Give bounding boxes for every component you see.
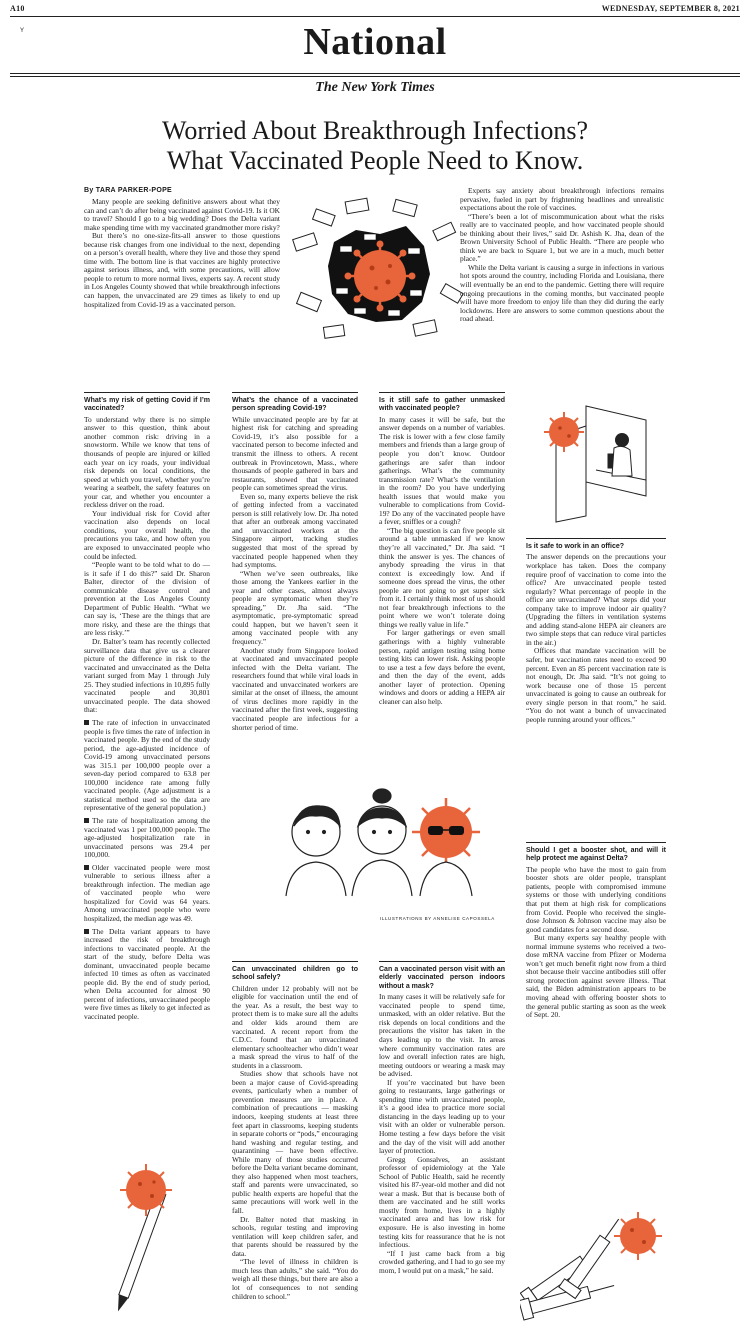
body-para: “The big question is can five people sit around a table unmasked if we know they’re all vaccinated,” Dr. Jha said. “I think the answer is yes. The chances of anybody spreading the virus in that context is exceedingly low. And if someone does spread the virus, the other people are not going to get super sick from it. I certainly think most of us should not fear breakthrough infections to the point where we won’t tolerate doing things we really value in life.” [379,525,505,629]
column-4-booster [526,842,666,1020]
brick-wall-virus-illustration [284,196,468,346]
headline [40,116,710,176]
headline-line-1: Worried About Breakthrough Infections? [161,116,589,145]
body-para: Studies show that schools have not been a major cause of Covid-spreading events, particularly when a number of prevention measures are in place. A combination of precautions — masking indoors, keeping students at least three feet apart in classrooms, keeping students in separate cohorts or “pods,” encouraging hand washing and regular testing, and quarantining — have been effective. While many of those studies occurred before the Delta variant became dominant, they also happened when most teachers, staff and parents were unvaccinated, so public health experts are hopeful that the same precautions will work well in the fall. [232,1069,359,1216]
question-heading: What’s my risk of getting Covid if I’m vaccinated? [84,397,210,413]
question-rule [84,392,210,393]
intro-right [460,187,664,324]
bullet-item [84,719,210,813]
body-para: Dr. Balter noted that masking in schools, regular testing and improving ventilation will keep children safer, and that parents should be reassured by the data. [232,1214,358,1258]
bullet-icon [84,929,89,934]
question-rule [526,538,666,539]
body-para: Offices that mandate vaccination will be safer, but vaccination rates need to exceed 90 percent. Even an 85 percent vaccination rate is not enough, Dr. Jha said. “It’s not going to work because one of those 15 percent unvaccinated is going to cause an outbreak for every single person in that room,” he said. “You do not want a bunch of unvaccinated people running around your offices.” [526,646,666,724]
bullet-text: The rate of hospitalization among the vaccinated was 1 per 100,000 people. The age-adjusted hospitalization rate in unvaccinated persons was 29.4 per 100,000. [84,815,210,860]
illustration-credit: ILLUSTRATIONS BY ANNELISE CAPOSSELA [380,916,495,921]
body-para: “People want to be told what to do — is it safe if I do this?” said Dr. Sharon Balter, director of the division of communicable disease control and prevention at the Los Angeles County Department of Public Health. “What we can say is, ‘These are the things that are more risky, and these are the things that are less risky.’” [84,560,210,638]
question-rule [379,392,505,393]
bullet-item [84,928,210,1022]
question-rule [379,961,505,962]
bullet-icon [84,818,89,823]
bullet-text: The rate of infection in unvaccinated people is five times the rate of infection in vaccinated people. By the end of the study period, the age-adjusted incidence of Covid-19 among unvaccinated persons was 315.1 per 100,000 people over a seven-day period compared to 63.8 per 100,000 incidence rate among fully vaccinated people. (Age adjustment is a statistical method used so the data are representative of the general population.) [84,717,210,813]
intro-left-para: But there’s no one-size-fits-all answer to those questions because risk changes from one individual to the next, depending on a person’s overall health, where they live and those they spend time with. The bottom line is that vaccines are highly protective against serious illness, and, with some precautions, will allow people to return to more normal lives, experts say. A recent study in Los Angeles County showed that while breakthrough infections can happen, the unvaccinated are 29 times as likely to end up hospitalized from Covid-19 as a vaccinated person. [84,231,280,309]
question-heading: Is it safe to work in an office? [526,543,625,550]
bullet-item [84,864,210,924]
byline: By TARA PARKER-POPE [84,187,173,194]
virus-icon [345,241,416,312]
intro-left [84,198,280,309]
body-para: While unvaccinated people are by far at highest risk for catching and spreading Covid-19, it’s also possible for a vaccinated person to become infected and transmit the illness to others. A recent outbreak in Provincetown, Mass., where thousands of people gathered in bars and restaurants, showed that vaccinated people can sometimes spread the virus. [232,414,358,493]
body-para: Children under 12 probably will not be eligible for vaccination until the end of the year. As a result, the best way to protect them is to make sure all the adults and older kids around them are vaccinated. A recent report from the C.D.C. found that an unvaccinated elementary schoolteacher who didn’t wear a mask spread the virus to half of the students in a classroom. [232,983,358,1070]
question-rule [232,961,358,962]
column-2 [232,392,358,732]
issue-date: WEDNESDAY, SEPTEMBER 8, 2021 [601,4,740,13]
column-2-schools [232,961,358,1301]
headline-line-2: What Vaccinated People Need to Know. [166,146,584,175]
virus-icon [614,1212,662,1260]
column-1 [84,392,210,1022]
body-para: “When we’ve seen outbreaks, like those among the Yankees earlier in the year and other cases, almost always people are symptomatic when they’re spreading,” Dr. Jha said. “The asymptomatic, pre-symptomatic spread could happen, but we haven’t seen it among vaccinated people with any frequency.” [232,568,358,647]
body-para: Gregg Gonsalves, an assistant professor of epidemiology at the Yale School of Public Health, said he recently visited his 87-year-old mother and did not wear a mask. But that is because both of them are vaccinated and he still works mostly from home, lives in a highly vaccinated area and has low risk for exposure. He is also investing in home testing kits for reassurance that he is not infectious. [379,1154,505,1250]
question-heading: Is it still safe to gather unmasked with vaccinated people? [379,397,505,413]
virus-icon [544,412,584,452]
column-3-visit [379,961,505,1275]
question-heading: Can a vaccinated person visit with an elderly vaccinated person indoors without a mask? [379,966,505,990]
column-4-office [526,538,666,724]
bullet-item [84,817,210,860]
body-para: But many experts say healthy people with normal immune systems who received a two-dose mRNA vaccine from Pfizer or Moderna won’t get much benefit right now from a third shot because their vaccine antibodies still offer strong protection against severe illness. That said, the Biden administration appears to be moving ahead with offering booster shots to the general public starting as soon as the week of Sept. 20. [526,933,666,1020]
body-para: The answer depends on the precautions your workplace has taken. Does the company require proof of vaccination to come into the office? Are unvaccinated people tested regularly? What percentage of people in the office are unvaccinated? What steps did your company take to improve indoor air quality? (Upgrading the filters in ventilation systems and adding stand-alone HEPA air cleaners are two simple steps that can reduce viral particles in the air.) [526,552,666,647]
body-para: Even so, many experts believe the risk of getting infected from a vaccinated person is still relatively low. Dr. Jha noted that after an outbreak among vaccinated and unvaccinated workers at the Singapore airport, tracking studies suggested that most of the spread by vaccinated people happened when they had symptoms. [232,491,358,570]
section-rule-2 [10,76,740,77]
intro-right-para: Experts say anxiety about breakthrough infections remains pervasive, fueled in part by frightening headlines and unrealistic expectations about the role of vaccines. [460,186,664,213]
question-rule [526,842,666,843]
body-para: In many cases it will be safe, but the answer depends on a number of variables. The risk is lower with a few close family members and friends than a large group of people you don’t know. Outdoor gatherings are safer than indoor gatherings. What’s the community transmission rate? What’s the ventilation in the room? Do you have underlying health issues that would make you vulnerable to complications from Covid-19? Do any of the vaccinated people have a fever, sniffles or a cough? [379,414,505,527]
intro-left-para: Many people are seeking definitive answers about what they can and can’t do after being vaccinated against Covid-19. Is it OK to travel? Should I go to a big wedding? Does the Delta variant make spending time with my vaccinated grandmother more risky? [84,197,280,232]
question-rule [232,392,358,393]
body-para: In many cases it will be relatively safe for vaccinated people to spend time, unmasked, with an older relative. But the risk depends on local conditions and the precautions the visitor has taken in the days leading up to the visit. In areas where community vaccination rates are low and overall infection rates are high, meeting outdoors or wearing a mask may be advised. [379,992,505,1079]
margin-mark: Y [20,28,25,34]
virus-person-with-sunglasses [412,798,480,896]
section-rule [10,73,740,74]
bullet-icon [84,720,89,725]
page-number: A10 [10,4,25,13]
intro-right-para: While the Delta variant is causing a surge in infections in various hot spots around the country, including Florida and Louisiana, there will eventually be an end to the pandemic. Getting there will require ongoing precautions in the coming months, but vaccinated people will have more freedom to enjoy life than they did during the early lockdowns. Here are answers to some common questions about the road ahead. [460,262,664,324]
body-para: If you’re vaccinated but have been going to restaurants, large gatherings or spending time with unvaccinated people, it’s a good idea to practice more social distancing in the days leading up to your visit with an older or vulnerable person. Home testing a few days before the visit and the day of the visit will add another layer of protection. [379,1077,505,1156]
bullet-text: Older vaccinated people were most vulnerable to serious illness after a breakthrough infection. The median age of vaccinated people who were hospitalized for Covid was 64 years. Among unvaccinated people who were hospitalized, the median age was 49. [84,862,210,923]
body-para: The people who have the most to gain from booster shots are older people, transplant patients, people with compromised immune systems or those with underlying conditions that put them at high risk for complications from Covid. People who received the single-dose Johnson & Johnson vaccine may also be good candidates for a second dose. [526,864,666,934]
section-title: National [303,21,447,63]
three-people-illustration [270,770,500,904]
body-para: “The level of illness in children is much less than adults,” she said. “You do weigh all these things, but there are also a lot of consequences to not sending children to school.” [232,1257,358,1301]
question-heading: What’s the chance of a vaccinated person spreading Covid-19? [232,397,358,413]
intro-right-para: “There’s been a lot of miscommunication about what the risks really are to vaccinated people, and how vaccinated people should be thinking about their lives,” said Dr. Ashish K. Jha, dean of the Brown University School of Public Health. “There are people who think we are back to Square 1, but we are in a much, much better place.” [460,211,664,264]
masthead-logo: The New York Times [315,80,435,95]
question-heading: Can unvaccinated children go to school safely? [232,966,358,982]
virus-pen-illustration [84,1150,214,1325]
body-para: Another study from Singapore looked at vaccinated and unvaccinated people infected with the Delta variant. The researchers found that while viral loads in vaccinated and unvaccinated workers are similar at the onset of illness, the amount of virus declines more rapidly in the vaccinated after the first week, suggesting vaccinated people are infectious for a shorter period of time. [232,645,358,732]
body-para: To understand why there is no simple answer to this question, think about another common risk: driving in a snowstorm. While we know that tens of thousands of people are injured or killed each year on icy roads, your individual risk depends on local conditions, the speed at which you travel, whether you’re wearing a seatbelt, the safety features on your car, and whether you encounter a reckless driver on the road. [84,414,210,510]
bullet-icon [84,865,89,870]
bullet-text: The Delta variant appears to have increased the risk of breakthrough infections to vaccinated people. At the start of the study, before Delta was dominant, unvaccinated people became infected 10 times as often as vaccinated people did. By the end of study period, when Delta accounted for almost 90 percent of infections, unvaccinated people were five times as likely to get infected as vaccinated people. [84,926,210,1021]
question-heading: Should I get a booster shot, and will it help protect me against Delta? [526,847,666,863]
body-para: Your individual risk for Covid after vaccination also depends on local conditions, your overall health, the precautions you take, and how often you are exposed to unvaccinated people who could be infected. [84,508,210,561]
body-para: “If I just came back from a big crowded gathering, and I had to go see my mom, I would put on a mask,” he said. [379,1248,505,1275]
virus-icon [120,1164,172,1216]
office-cubicle-illustration [526,396,666,526]
column-3 [379,392,505,706]
syringes-virus-illustration [520,1150,680,1325]
top-rule [10,16,740,17]
body-para: For larger gatherings or even small gatherings with a highly vulnerable person, rapid antigen testing using home testing kits can lower risk. Asking people to use a test a few days before the event, and then the day of the event, adds another layer of protection. Opening windows and doors or adding a HEPA air cleaner can also help. [379,628,505,706]
body-para: Dr. Balter’s team has recently collected surveillance data that give us a clearer picture of the difference in risk to the vaccinated and unvaccinated as the Delta variant surged from May 1 through July 25. They studied infections in 10,895 fully vaccinated people and 30,801 unvaccinated people. The data showed that: [84,637,210,715]
